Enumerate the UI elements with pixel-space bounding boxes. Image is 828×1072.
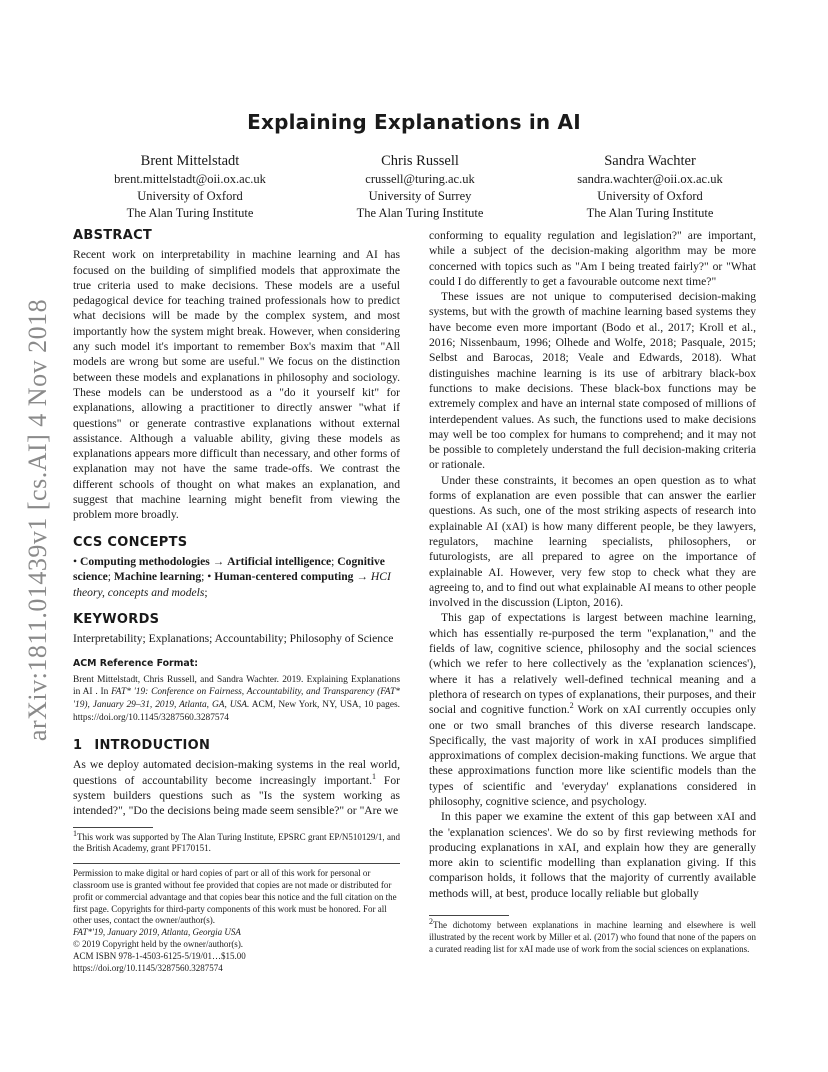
footnote-1	[73, 828, 400, 856]
acm-ref-text	[73, 674, 400, 724]
ccs-concept: Machine learning	[113, 570, 202, 584]
footnote-2	[429, 917, 756, 955]
author-affiliation: University of Oxford	[137, 189, 243, 203]
keywords-heading: KEYWORDS	[73, 611, 160, 627]
arrow: →	[209, 554, 228, 568]
text-run: As we deploy automated decision-making systems in the real world, questions of accountability become increasingly important.	[73, 758, 400, 787]
permission-block	[73, 863, 400, 974]
author-1	[80, 151, 300, 222]
footnote-marker: 1	[372, 771, 377, 781]
intro-paragraph	[73, 757, 400, 818]
author-affiliation: University of Oxford	[597, 189, 703, 203]
permission-copyright: © 2019 Copyright held by the owner/author(s).	[73, 938, 244, 949]
acm-ref-venue: FAT* '19: Conference on Fairness, Accountability, and Transparency (FAT* '19), January 29–31, 2019, Atlanta, GA, USA.	[73, 687, 400, 710]
footnote-text: This work was supported by The Alan Turing Institute, EPSRC grant EP/N510129/1, and the British Academy, grant PF170151.	[73, 831, 400, 854]
body-paragraph: Under these constraints, it becomes an open question as to what forms of explanation are even possible that can answer the earlier questions. As such, one of the most striking aspects of research into explainable AI (xAI) is how many different people, be they lawyers, regulators, machine learning specialists, philosophers, or futurologists, are all prepared to agree on the importance of explainable AI. However, very few stop to check what they are agreeing to, and to find out what explainable AI means to other people involved in the discussion (Lipton, 2016).	[429, 473, 756, 610]
author-name: Chris Russell	[381, 153, 459, 169]
right-column	[429, 228, 756, 955]
footnote-text: The dichotomy between explanations in machine learning and elsewhere is well illustrated by the recent work by Miller et al. (2017) who found that none of the papers on a curated reading list for xAI made use of work from the social sciences on explanations.	[429, 920, 756, 954]
bullet: •	[73, 554, 80, 568]
author-affiliation: The Alan Turing Institute	[126, 206, 254, 220]
author-affiliation: The Alan Turing Institute	[586, 206, 714, 220]
body-paragraph: In this paper we examine the extent of this gap between xAI and the 'explanation sciences'. We do so by first reviewing methods for producing explanations in xAI, and explain how they are generally more akin to scientific modelling than explanation giving. If this comparison holds, it follows that the majority of currently available methods will, at best, produce locally reliable but globally	[429, 810, 756, 900]
author-email: brent.mittelstadt@oii.ox.ac.uk	[114, 172, 266, 186]
left-column	[73, 228, 400, 974]
arxiv-stamp: arXiv:1811.01439v1 [cs.AI] 4 Nov 2018	[23, 298, 52, 742]
text-run: Work on xAI currently occupies only one or two small branches of this diverse research landscape. Specifically, the vast majority of work in xAI produces simplified approximations of complex decision-making functions. We argue that these approximations function more like scientific models than the types of scientific and 'everyday' explanations considered in philosophy, cognitive science, and psychology.	[429, 703, 756, 808]
permission-doi: https://doi.org/10.1145/3287560.3287574	[73, 962, 223, 973]
permission-text: Permission to make digital or hard copies of part or all of this work for personal or classroom use is granted without fee provided that copies are not made or distributed for profit or commercial advantage and that copies bear this notice and the full citation on the first page. Copyrights for third-party components of this work must be honored. For all other uses, contact the owner/author(s).	[73, 868, 397, 926]
section-number: 1	[73, 738, 83, 754]
paper-title: Explaining Explanations in AI	[247, 110, 581, 134]
intro-heading	[73, 738, 400, 753]
body-paragraph: conforming to equality regulation and legislation?" are important, while a subject of the decision-making algorithm may be more concerned with topics such as "Am I being treated fairly?" or "What could I do differently to get a favourable outcome next time?"	[429, 229, 756, 288]
arrow: →	[353, 570, 371, 584]
footnote-marker: 2	[429, 917, 433, 927]
author-block	[80, 151, 760, 222]
text-run: For system builders questions such as "Is the system working as intended?", "Do the decisions being made seem sensible?" or "Are we	[73, 773, 400, 818]
abstract-heading: ABSTRACT	[73, 228, 153, 243]
acm-ref-part: Brent Mittelstadt, Chris Russell, and Sandra Wachter. 2019. Explaining Explanations in AI . In	[73, 674, 400, 698]
section-title: INTRODUCTION	[94, 738, 211, 754]
body-paragraph	[429, 610, 756, 809]
ccs-concept: Cognitive science	[73, 554, 385, 584]
footnote-rule	[429, 915, 509, 916]
footnote-marker: 2	[569, 701, 574, 711]
author-affiliation: University of Surrey	[368, 189, 472, 203]
ccs-concept: HCI theory, concepts and models	[73, 570, 391, 599]
ccs-text	[73, 554, 400, 600]
ccs-concept: Human-centered computing	[214, 570, 354, 584]
author-name: Sandra Wachter	[604, 153, 696, 169]
venue-text: FAT*'19, January 2019, Atlanta, Georgia USA	[73, 927, 241, 938]
ccs-concept: Artificial intelligence	[227, 554, 332, 568]
ccs-concept: Computing methodologies	[79, 554, 210, 568]
acm-ref-heading: ACM Reference Format:	[73, 658, 198, 670]
author-3	[540, 151, 760, 222]
separator: ;	[204, 585, 208, 599]
arxiv-sidebar	[18, 290, 58, 750]
abstract-text: Recent work on interpretability in machine learning and AI has focused on the building of simplified models that approximate the true criteria used to make decisions. These models are a useful pedagogical device for teaching trained professionals how to predict what decisions will be made by the complex system, and most importantly how the system might break. However, when considering any such model it's important to remember Box's maxim that "All models are wrong but some are useful." We focus on the distinction between these models and explanations in philosophy and sociology. These models can be understood as a "do it yourself kit" for explanations, allowing a practitioner to directly answer "what if questions" or generate contrastive explanations without external assistance. Although a valuable ability, giving these models as explanations appears more difficult than necessary, and other forms of explanation may not have the same trade-offs. We contrast the different schools of thought on what makes an explanation, and suggest that machine learning might benefit from viewing the problem more broadly.	[73, 248, 400, 522]
author-affiliation: The Alan Turing Institute	[356, 206, 484, 220]
separator: ; •	[201, 570, 215, 584]
keywords-text: Interpretability; Explanations; Accountability; Philosophy of Science	[73, 632, 394, 646]
text-run: This gap of expectations is largest between machine learning, which has essentially re-purposed the term "explanation," and the fields of law, cognitive science, philosophy and the social sciences (which we refer to here collectively as the 'explanation sciences'), where it has a relatively well-defined technical meaning and a plethora of research on types of explanations, their purposes, and their social and cognitive function.	[429, 611, 756, 717]
ccs-heading: CCS CONCEPTS	[73, 534, 188, 550]
permission-isbn: ACM ISBN 978-1-4503-6125-5/19/01…$15.00	[73, 950, 246, 961]
separator: ;	[331, 554, 338, 568]
footnote-marker: 1	[73, 828, 77, 838]
author-2	[310, 151, 530, 222]
author-email: crussell@turing.ac.uk	[365, 172, 475, 186]
author-email: sandra.wachter@oii.ox.ac.uk	[577, 172, 723, 186]
footnote-rule	[73, 827, 153, 828]
separator: ;	[107, 570, 114, 584]
author-name: Brent Mittelstadt	[140, 153, 240, 169]
permission-venue	[73, 927, 400, 939]
body-paragraph: These issues are not unique to computerised decision-making systems, but with the growth of machine learning based systems they have become even more important (Bodo et al., 2017; Kroll et al., 2016; Nissenbaum, 1996; Olhede and Wolfe, 2018; Pasquale, 2015; Selbst and Barocas, 2018; Veale and Edwards, 2018). What distinguishes machine learning is its use of arbitrary black-box functions to make decisions. These black-box functions may be extremely complex and have an internal state composed of millions of interdependent values. As such, the functions used to make decisions may well be too complex for humans to comprehend; and it may not be possible to completely understand the full decision-making criteria or rationale.	[429, 290, 756, 472]
acm-ref-part: ACM, New York, NY, USA, 10 pages. https://doi.org/10.1145/3287560.3287574	[73, 699, 400, 723]
